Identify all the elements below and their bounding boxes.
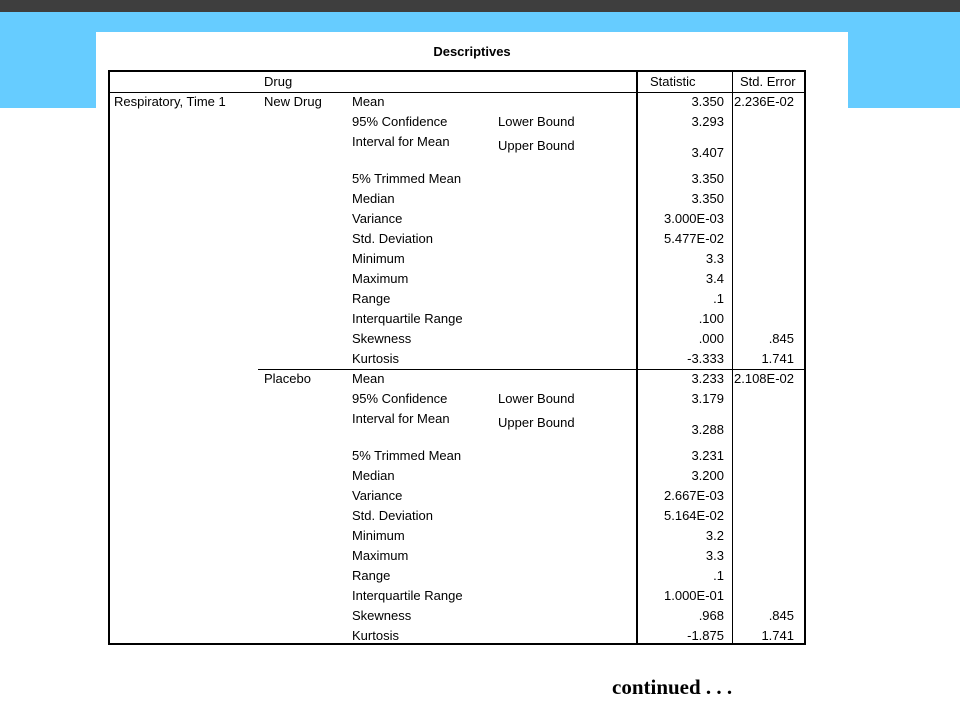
statistic-value: .1 [713, 291, 724, 306]
statistic-label: Interquartile Range [352, 311, 463, 326]
statistic-value: 1.000E-01 [664, 588, 724, 603]
statistic-label: 95% Confidence [352, 114, 448, 129]
statistic-value: 3.350 [691, 94, 724, 109]
bound-label: Lower Bound [498, 391, 575, 406]
statistic-label: Minimum [352, 251, 405, 266]
statistic-label: Range [352, 291, 391, 306]
statistic-label: Variance [352, 488, 403, 503]
statistic-label: Variance [352, 211, 403, 226]
statistic-value: 3.288 [691, 422, 724, 437]
statistic-label: Maximum [352, 548, 409, 563]
statistic-label: Interquartile Range [352, 588, 463, 603]
statistic-value: 3.2 [705, 528, 724, 543]
output-panel [96, 32, 848, 672]
table-border-left [108, 70, 110, 644]
header-drug: Drug [264, 74, 293, 89]
variable-label: Respiratory, Time 1 [114, 94, 226, 109]
statistic-value: 3.231 [691, 448, 724, 463]
table-border-top [108, 70, 806, 72]
statistic-value: 3.179 [691, 391, 724, 406]
statistic-label: Mean [352, 371, 385, 386]
table-border-right [804, 70, 806, 644]
statistic-label: Median [352, 468, 395, 483]
stderror-value: 2.236E-02 [734, 94, 794, 109]
statistic-label: 95% Confidence [352, 391, 448, 406]
statistic-label: Skewness [352, 331, 412, 346]
statistic-value: 3.200 [691, 468, 724, 483]
statistic-value: 3.407 [691, 145, 724, 160]
header-statistic: Statistic [650, 74, 696, 89]
statistic-value: .100 [698, 311, 724, 326]
statistic-value: 3.233 [691, 371, 724, 386]
statistic-value: .1 [713, 568, 724, 583]
continued-note: continued . . . [612, 675, 733, 699]
top-bar [0, 0, 960, 12]
table-title: Descriptives [433, 44, 511, 59]
statistic-value: 3.350 [691, 191, 724, 206]
bound-label: Upper Bound [498, 138, 575, 153]
bound-label: Upper Bound [498, 415, 575, 430]
statistic-label: Kurtosis [352, 628, 399, 643]
descriptives-table [108, 70, 806, 644]
statistic-value: .000 [698, 331, 724, 346]
statistic-value: .968 [698, 608, 724, 623]
statistic-label: Interval for Mean [352, 411, 450, 426]
stderror-value: 1.741 [761, 628, 794, 643]
statistic-label: Std. Deviation [352, 508, 433, 523]
statistic-value: 5.164E-02 [664, 508, 724, 523]
statistic-value: 2.667E-03 [664, 488, 724, 503]
statistic-label: 5% Trimmed Mean [352, 171, 462, 186]
statistic-value: -1.875 [687, 628, 724, 643]
statistic-label: 5% Trimmed Mean [352, 448, 462, 463]
statistic-value: 3.3 [705, 251, 724, 266]
stderror-value: .845 [768, 331, 794, 346]
statistic-label: Kurtosis [352, 351, 399, 366]
statistic-value: 3.4 [705, 271, 724, 286]
group-divider [258, 369, 806, 370]
stderror-column-divider [732, 70, 733, 644]
stderror-value: 2.108E-02 [734, 371, 794, 386]
group-label: Placebo [264, 371, 311, 386]
statistic-label: Skewness [352, 608, 412, 623]
group-label: New Drug [264, 94, 322, 109]
statistic-value: 3.000E-03 [664, 211, 724, 226]
statistic-label: Maximum [352, 271, 409, 286]
table-border-bottom [108, 643, 806, 645]
statistic-label: Minimum [352, 528, 405, 543]
statistic-value: 3.350 [691, 171, 724, 186]
stderror-value: 1.741 [761, 351, 794, 366]
statistic-label: Mean [352, 94, 385, 109]
statistic-label: Median [352, 191, 395, 206]
statistic-label: Range [352, 568, 391, 583]
header-divider [108, 92, 806, 93]
statistic-label: Interval for Mean [352, 134, 450, 149]
statistic-label: Std. Deviation [352, 231, 433, 246]
statistic-value: 3.293 [691, 114, 724, 129]
header-std-error: Std. Error [740, 74, 796, 89]
bound-label: Lower Bound [498, 114, 575, 129]
statistic-value: 5.477E-02 [664, 231, 724, 246]
statistic-value: -3.333 [687, 351, 724, 366]
stderror-value: .845 [768, 608, 794, 623]
statistic-value: 3.3 [705, 548, 724, 563]
